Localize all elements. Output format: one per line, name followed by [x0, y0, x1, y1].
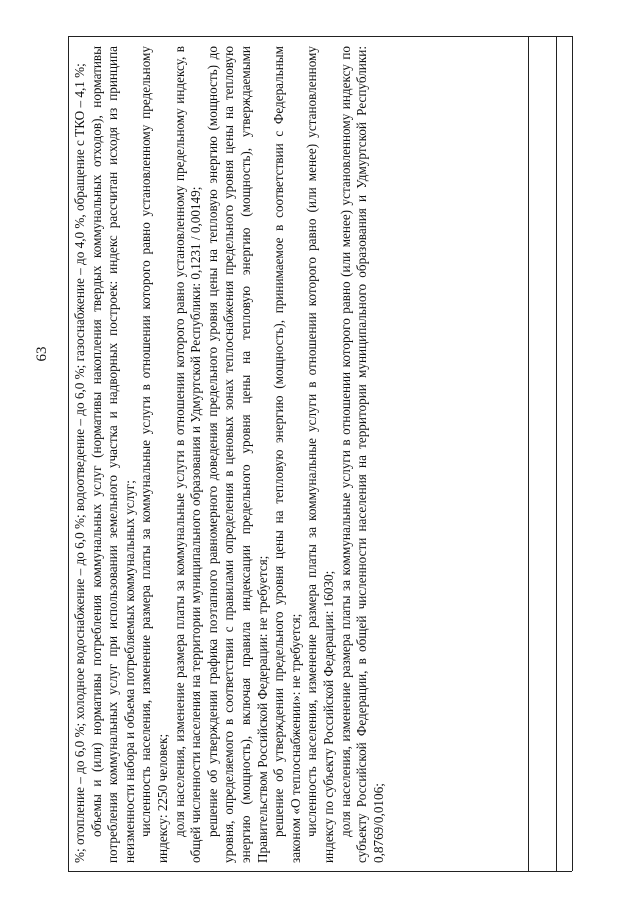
paragraph: доля населения, изменение размера платы за коммунальные услуги в отношении которого равно (или менее) установленному индексу по субъекту Российской Федерации, в общей численности населения на территории муниципального образования и Удмуртской Республики: 0,8769/0,0106; [337, 46, 386, 863]
paragraph: решение об утверждении графика поэтапного равномерного доведения предельного уровня цены на тепловую энергию (мощность) до уровня, определяемого в соответствии с правилами определения в ценовых зонах теплоснабжения предельного уровня цены на тепловую энергию (мощность), включая правила индексации предельного уровня цены на тепловую энергию (мощность), утверждаемыми Правительством Российской Федерации: не требуется; [204, 46, 270, 863]
paragraph: решение об утверждении предельного уровня цены на тепловую энергию (мощность), принимаемое в соответствии с Федеральным законом «О теплоснабжении»: не требуется; [271, 46, 303, 863]
table-text-cell [72, 36, 568, 871]
table-border-bottom [68, 871, 572, 872]
rotated-table-content [72, 36, 568, 871]
table-border-right [572, 36, 573, 871]
table-border-left [68, 36, 69, 871]
paragraph: численность населения, изменение размера платы за коммунальные услуги в отношении которого равно установленному предельному индексу: 2250 человек; [138, 46, 170, 863]
paragraph: численность населения, изменение размера платы за коммунальные услуги в отношении которого равно (или менее) установленному индексу по субъекту Российской Федерации: 16030; [304, 46, 336, 863]
paragraph: объемы и (или) нормативы потребления коммунальных услуг (нормативы накопления твердых коммунальных отходов), нормативы потребления коммунальных услуг при использовании земельного участка и надворных построек: индекс рассчитан исходя из принципа неизменности набора и объема потребляемых коммунальных услуг; [88, 46, 137, 863]
page-number: 63 [34, 346, 50, 362]
paragraph: %; отопление – до 6,0 %; холодное водоснабжение – до 6,0 %; водоотведение – до 6,0 %; газоснабжение – до 4,0 %, обращение с ТКО – 4,1 %; [72, 63, 87, 863]
paragraph: доля населения, изменение размера платы за коммунальные услуги в отношении которого равно установленному предельному индексу, в общей численности населения на территории муниципального образования и Удмуртской Республики: 0,1231 / 0,00149; [171, 46, 204, 863]
